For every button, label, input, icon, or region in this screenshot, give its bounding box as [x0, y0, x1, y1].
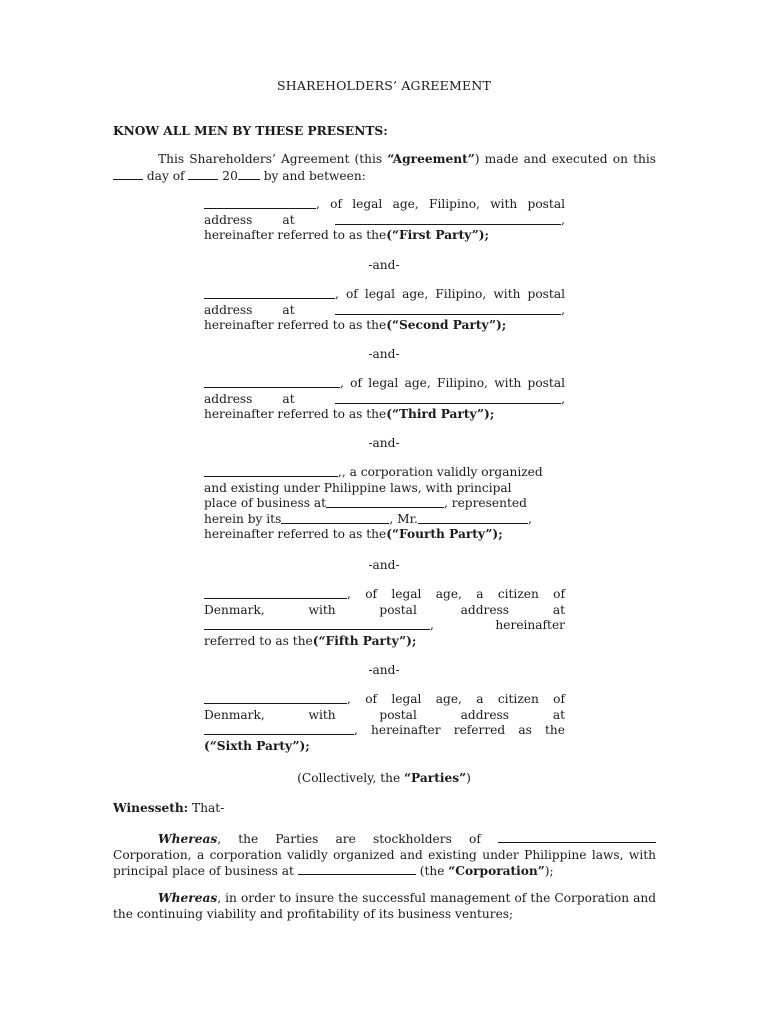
corporation-address-blank	[298, 863, 416, 875]
fifth-party-name-blank	[204, 587, 347, 599]
whereas-keyword: Whereas	[158, 832, 218, 846]
first-party-block: , of legal age, Filipino, with postal address at , hereinafter referred to as the (“First Party”);	[204, 197, 565, 243]
sixth-party-address-blank	[204, 723, 354, 735]
collectively-parties-line: (Collectively, the “Parties”)	[297, 771, 471, 785]
month-blank	[188, 168, 218, 180]
separator-and: -and-	[368, 436, 400, 450]
document-heading: KNOW ALL MEN BY THESE PRESENTS:	[113, 124, 388, 138]
third-party-designation: (“Third Party”);	[386, 407, 495, 422]
second-party-designation: (“Second Party”);	[386, 318, 507, 333]
day-blank	[113, 168, 143, 180]
year-blank	[238, 168, 260, 180]
parties-defined-term: “Parties”	[404, 771, 467, 785]
second-party-block: , of legal age, Filipino, with postal address at , hereinafter referred to as the (“Second Party”);	[204, 287, 565, 333]
whereas-paragraph-1: Whereas, the Parties are stockholders of Corporation, a corporation validly organized and existing under Philippine laws, with principal place of business at (the “Corporation”);	[113, 832, 656, 879]
intro-paragraph: This Shareholders’ Agreement (this “Agreement”) made and executed on this day of 20 by and between:	[113, 152, 656, 184]
sixth-party-designation: (“Sixth Party”);	[204, 738, 310, 753]
whereas-keyword: Whereas	[158, 891, 218, 905]
fifth-party-address-blank	[204, 618, 430, 630]
fourth-party-block: ,, a corporation validly organized and existing under Philippine laws, with principal place of business at , represented herein by its , Mr. , hereinafter referred to as the (“Fourth Party”);	[204, 465, 543, 542]
fourth-party-representative-blank	[418, 512, 528, 524]
agreement-defined-term: “Agreement”	[387, 152, 475, 166]
third-party-name-blank	[204, 376, 340, 388]
whereas-paragraph-2: Whereas, in order to insure the successful management of the Corporation and the continuing viability and profitability of its business ventures;	[113, 891, 656, 921]
separator-and: -and-	[368, 558, 400, 572]
witnesseth-line: Winesseth: That-	[113, 801, 225, 815]
third-party-block: , of legal age, Filipino, with postal address at , hereinafter referred to as the (“Third Party”);	[204, 376, 565, 422]
separator-and: -and-	[368, 347, 400, 361]
first-party-address-blank	[335, 213, 561, 225]
corporation-defined-term: “Corporation”	[448, 864, 545, 879]
third-party-address-blank	[335, 392, 561, 404]
fourth-party-name-blank	[204, 465, 338, 477]
witnesseth-label: Winesseth:	[113, 801, 189, 815]
first-party-name-blank	[204, 197, 316, 209]
sixth-party-block: , of legal age, a citizen of Denmark, with postal address at , hereinafter referred as the (“Sixth Party”);	[204, 692, 565, 753]
second-party-name-blank	[204, 287, 335, 299]
fourth-party-position-blank	[281, 512, 389, 524]
separator-and: -and-	[368, 258, 400, 272]
sixth-party-name-blank	[204, 692, 347, 704]
fifth-party-designation: (“Fifth Party”);	[312, 633, 417, 648]
fifth-party-block: , of legal age, a citizen of Denmark, with postal address at , hereinafter referred to as the (“Fifth Party”);	[204, 587, 565, 648]
fourth-party-designation: (“Fourth Party”);	[386, 527, 503, 542]
separator-and: -and-	[368, 663, 400, 677]
corporation-name-blank	[498, 831, 656, 843]
first-party-designation: (“First Party”);	[386, 228, 490, 243]
second-party-address-blank	[335, 303, 561, 315]
fourth-party-business-address-blank	[326, 496, 444, 508]
document-title: SHAREHOLDERS’ AGREEMENT	[276, 78, 492, 93]
